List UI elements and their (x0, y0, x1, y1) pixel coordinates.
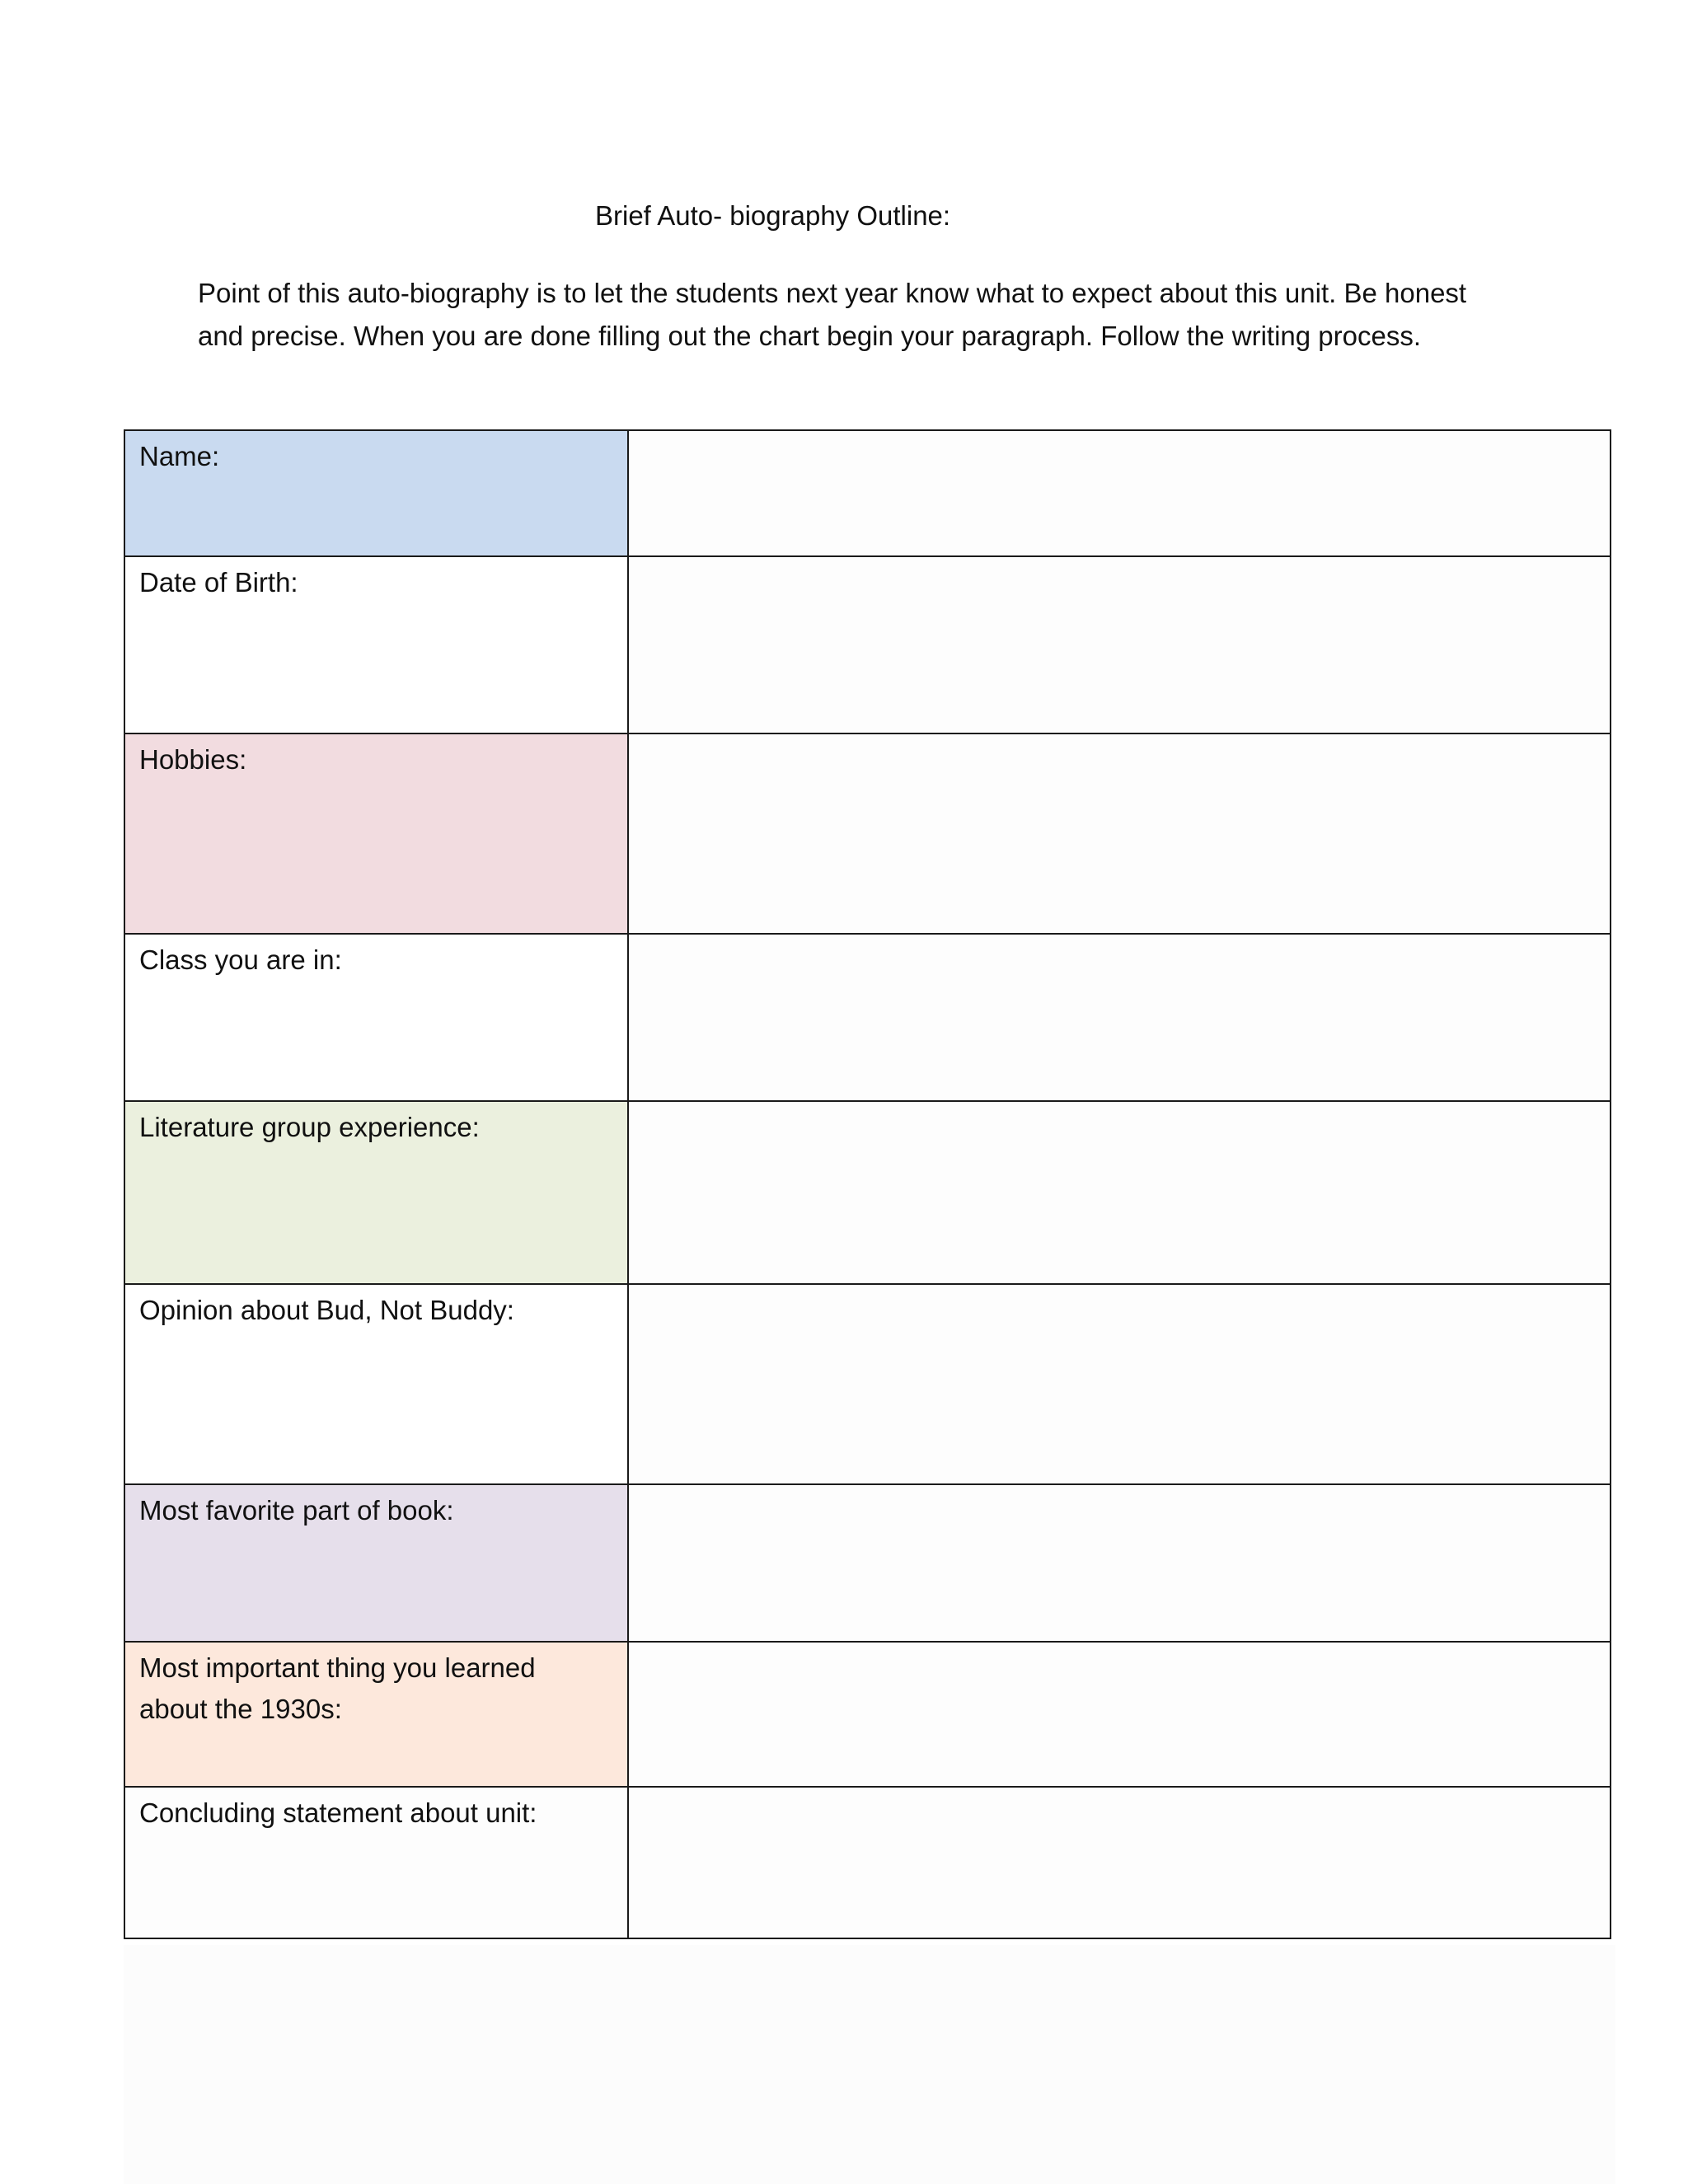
page-title: Brief Auto- biography Outline: (595, 200, 951, 231)
row-label-cell (124, 1787, 628, 1938)
answer-field-1930s[interactable] (628, 1642, 1611, 1787)
row-label-cell (124, 934, 628, 1101)
answer-field-hobbies[interactable] (628, 733, 1611, 934)
row-label: Hobbies: (139, 744, 247, 775)
table-row (124, 430, 1611, 556)
row-label: Date of Birth: (139, 567, 298, 598)
outline-chart (124, 429, 1611, 1939)
answer-field-opinion[interactable] (628, 1284, 1611, 1484)
table-row (124, 1284, 1611, 1484)
answer-field-class[interactable] (628, 934, 1611, 1101)
answer-field-conclusion[interactable] (628, 1787, 1611, 1938)
row-label: Class you are in: (139, 944, 342, 975)
row-label-cell (124, 733, 628, 934)
table-row (124, 556, 1611, 733)
table-row (124, 1101, 1611, 1284)
answer-field-literature-group[interactable] (628, 1101, 1611, 1284)
table-row (124, 1484, 1611, 1642)
page-bottom-shade (124, 1945, 1615, 2184)
instructions-paragraph: Point of this auto-biography is to let the students next year know what to expect about this unit. Be honest and precise. When you are done filling out the chart begin your paragraph. Follow the writing process. (198, 278, 1467, 351)
row-label: Opinion about Bud, Not Buddy: (139, 1295, 514, 1325)
row-label-cell (124, 1484, 628, 1642)
row-label-cell (124, 1642, 628, 1787)
row-label-cell (124, 1284, 628, 1484)
row-label-cell (124, 1101, 628, 1284)
row-label: Most favorite part of book: (139, 1495, 454, 1526)
row-label: Name: (139, 441, 220, 471)
row-label-cell (124, 430, 628, 556)
row-label-cell (124, 556, 628, 733)
table-row (124, 733, 1611, 934)
table-row (124, 1642, 1611, 1787)
answer-field-name[interactable] (628, 430, 1611, 556)
row-label: Literature group experience: (139, 1112, 480, 1142)
table-row (124, 934, 1611, 1101)
row-label: Most important thing you learned about the 1930s: (139, 1652, 536, 1724)
answer-field-favorite-part[interactable] (628, 1484, 1611, 1642)
row-label: Concluding statement about unit: (139, 1797, 537, 1828)
answer-field-date-of-birth[interactable] (628, 556, 1611, 733)
table-row (124, 1787, 1611, 1938)
